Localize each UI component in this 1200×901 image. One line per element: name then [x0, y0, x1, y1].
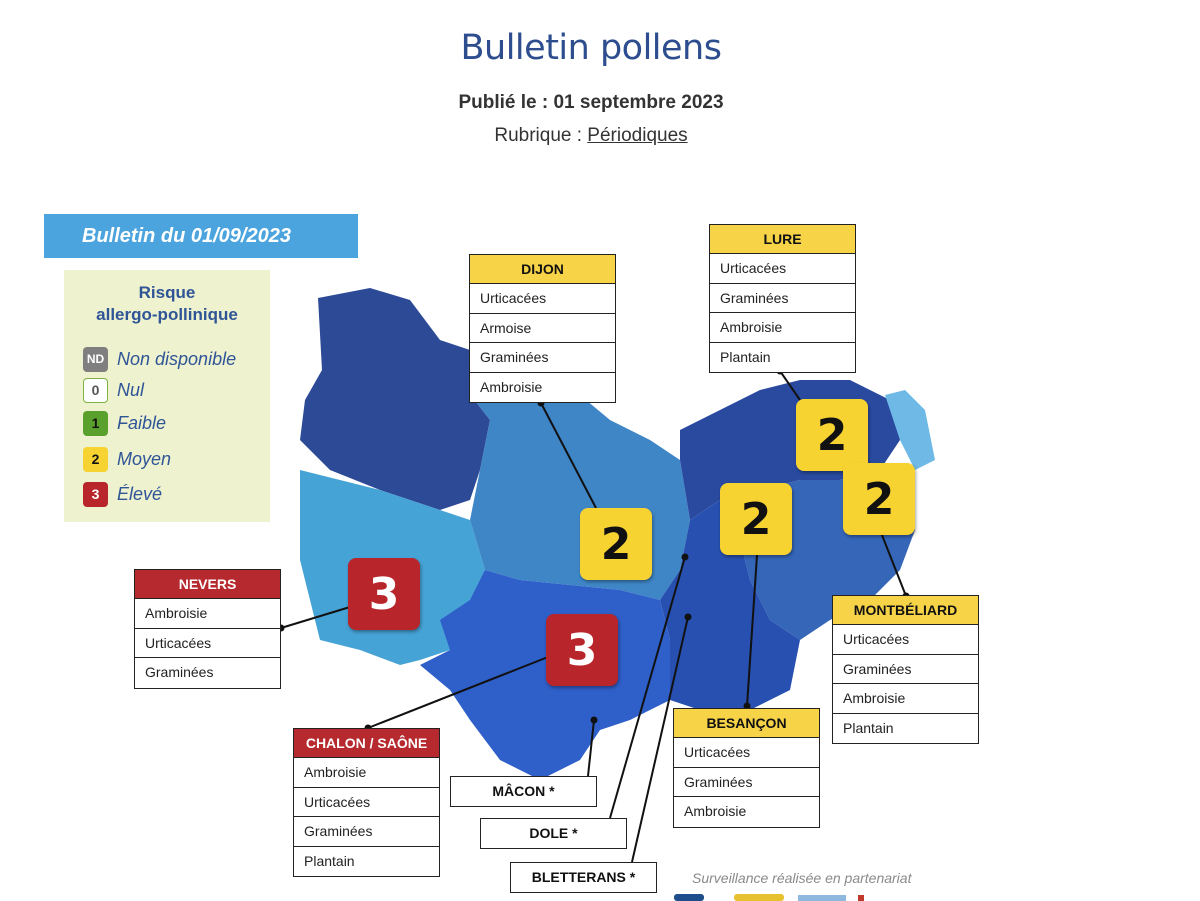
station-nevers-pollen: Ambroisie [135, 599, 280, 629]
legend-item-3 [83, 481, 162, 507]
risk-marker-nevers: 3 [348, 558, 420, 630]
legend-badge-3: 3 [83, 482, 108, 507]
station-besancon-pollen: Urticacées [674, 738, 819, 768]
station-bletterans: BLETTERANS * [510, 862, 657, 893]
region-yonne [300, 288, 490, 510]
legend-label-nd: Non disponible [117, 348, 237, 369]
station-nevers-pollen: Urticacées [135, 629, 280, 659]
legend-title-line1: Risque [138, 283, 196, 302]
legend-label-1: Faible [117, 412, 167, 433]
publication-date: Publié le : 01 septembre 2023 [458, 92, 724, 113]
rubrique-prefix: Rubrique : [494, 125, 588, 146]
station-besancon-name: BESANÇON [674, 709, 819, 738]
station-dijon-name: DIJON [470, 255, 615, 284]
legend-badge-nd: ND [83, 347, 108, 372]
station-chalon-pollen: Plantain [294, 847, 439, 877]
station-nevers-pollen: Graminées [135, 658, 280, 688]
bulletin-date-banner: Bulletin du 01/09/2023 [44, 214, 358, 258]
station-besancon-pollen: Ambroisie [674, 797, 819, 827]
risk-marker-chalon: 3 [546, 614, 618, 686]
station-macon: MÂCON * [450, 776, 597, 807]
station-chalon [293, 728, 440, 877]
risk-marker-montbeliard: 2 [843, 463, 915, 535]
partner-logo-2 [734, 894, 784, 901]
station-montbeliard-name: MONTBÉLIARD [833, 596, 978, 625]
legend-title-line2: allergo-pollinique [96, 305, 238, 324]
legend-item-nd [83, 346, 236, 372]
legend-label-3: Élevé [117, 483, 163, 504]
point-bletterans [685, 614, 692, 621]
risk-marker-dijon: 2 [580, 508, 652, 580]
legend-item-2 [83, 446, 171, 472]
risk-marker-besancon: 2 [720, 483, 792, 555]
station-chalon-pollen: Ambroisie [294, 758, 439, 788]
station-dijon-pollen: Ambroisie [470, 373, 615, 403]
partner-logo-3 [798, 895, 846, 901]
legend-title [64, 282, 270, 326]
station-besancon-pollen: Graminées [674, 768, 819, 798]
station-nevers-name: NEVERS [135, 570, 280, 599]
station-dijon-pollen: Graminées [470, 343, 615, 373]
station-lure-pollen: Urticacées [710, 254, 855, 284]
legend-badge-1: 1 [83, 411, 108, 436]
partner-logo-1 [674, 894, 704, 901]
station-dole: DOLE * [480, 818, 627, 849]
station-lure [709, 224, 856, 373]
partner-logos [674, 892, 964, 901]
station-dijon-pollen: Urticacées [470, 284, 615, 314]
risk-marker-lure: 2 [796, 399, 868, 471]
station-montbeliard-pollen: Ambroisie [833, 684, 978, 714]
page-title: Bulletin pollens [460, 28, 722, 68]
partner-text: Surveillance réalisée en partenariat [692, 870, 912, 886]
risk-legend [64, 270, 270, 522]
station-dijon-pollen: Armoise [470, 314, 615, 344]
partner-logo-4 [858, 895, 864, 901]
point-dole [682, 554, 689, 561]
legend-label-0: Nul [117, 379, 145, 400]
station-lure-pollen: Graminées [710, 284, 855, 314]
station-montbeliard-pollen: Plantain [833, 714, 978, 744]
legend-label-2: Moyen [117, 448, 172, 469]
station-lure-pollen: Ambroisie [710, 313, 855, 343]
station-montbeliard-pollen: Graminées [833, 655, 978, 685]
rubrique-link[interactable]: Périodiques [587, 125, 688, 146]
legend-item-1 [83, 410, 166, 436]
station-lure-pollen: Plantain [710, 343, 855, 373]
station-montbeliard [832, 595, 979, 744]
station-besancon [673, 708, 820, 828]
legend-badge-2: 2 [83, 447, 108, 472]
station-lure-name: LURE [710, 225, 855, 254]
station-nevers [134, 569, 281, 689]
legend-badge-0: 0 [83, 378, 108, 403]
station-chalon-pollen: Graminées [294, 817, 439, 847]
legend-item-0 [83, 377, 144, 403]
station-chalon-name: CHALON / SAÔNE [294, 729, 439, 758]
station-montbeliard-pollen: Urticacées [833, 625, 978, 655]
station-dijon [469, 254, 616, 403]
point-macon [591, 717, 598, 724]
station-chalon-pollen: Urticacées [294, 788, 439, 818]
